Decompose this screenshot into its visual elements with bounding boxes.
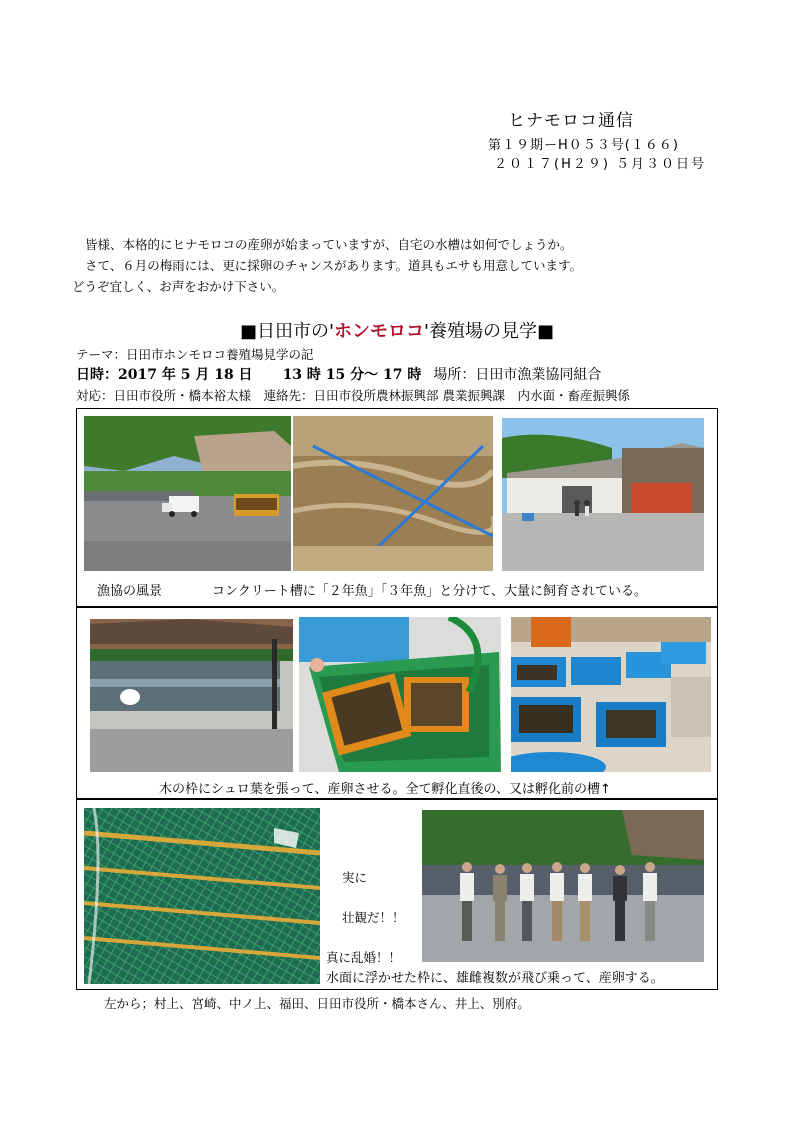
side-text-4: 水面に浮かせた枠に、雄雌複数が飛び乗って、産卵する。 xyxy=(326,971,664,986)
photo-panel-1 xyxy=(76,408,718,607)
heading-prefix: ■日田市の' xyxy=(240,321,334,342)
photo-panel-3 xyxy=(76,799,718,990)
article-heading xyxy=(0,317,794,343)
contact-line: 対応：日田市役所・橋本裕太様 連絡先：日田市役所農林振興部 農業振興課 内水面・畜産振興係 xyxy=(76,388,630,403)
intro-paragraph xyxy=(72,234,582,297)
datetime-line xyxy=(76,364,601,384)
photo-pond-water xyxy=(293,416,493,571)
issue-number: 第１９期ーH０５３号(１６６) xyxy=(488,138,679,153)
photo-net-closeup xyxy=(84,808,320,984)
article-theme: テーマ：日田市ホンモロコ養殖場見学の記 xyxy=(76,347,314,362)
intro-line-3: どうぞ宜しく、お声をおかけ下さい。 xyxy=(72,279,285,294)
photo-blue-tanks xyxy=(511,617,711,772)
heading-suffix: '養殖場の見学■ xyxy=(424,321,554,342)
photo-spawning-frame xyxy=(299,617,501,772)
place: 場所：日田市漁業協同組合 xyxy=(433,367,602,383)
side-text-1: 実に xyxy=(342,870,368,885)
issue-date: ２０１７(H２９) ５月３０日号 xyxy=(494,157,707,172)
newsletter-title: ヒナモロコ通信 xyxy=(508,111,634,131)
datetime-label: 日時：2017 年 5 月 18 日 xyxy=(76,367,253,383)
intro-line-2: さて、６月の梅雨には、更に採卵のチャンスがあります。道具もエサも用意しています。 xyxy=(85,258,583,273)
heading-highlight: ホンモロコ xyxy=(334,321,424,342)
side-text-3: 真に乱婚！！ xyxy=(326,950,402,965)
time-range: 13 時 15 分～ 17 時 xyxy=(282,367,422,383)
photo-outdoor-ponds xyxy=(90,619,293,772)
photo-group xyxy=(422,810,704,962)
names-caption: 左から；村上、宮崎、中ノ上、福田、日田市役所・橋本さん、井上、別府。 xyxy=(104,996,530,1011)
photo-fishery-building xyxy=(502,418,704,571)
caption-tanks: コンクリート槽に「２年魚」「３年魚」と分けて、大量に飼育されている。 xyxy=(212,584,647,599)
photo-panel-2 xyxy=(76,607,718,799)
intro-line-1: 皆様、本格的にヒナモロコの産卵が始まっていますが、自宅の水槽は如何でしょうか。 xyxy=(85,237,573,252)
photo-fishery-scenery xyxy=(84,416,291,571)
caption-spawning-frames: 木の枠にシュロ葉を張って、産卵させる。全て孵化直後の、又は孵化前の槽↑ xyxy=(159,782,611,797)
side-text-2: 壮観だ！！ xyxy=(342,910,405,925)
caption-scenery: 漁協の風景 xyxy=(97,584,163,599)
